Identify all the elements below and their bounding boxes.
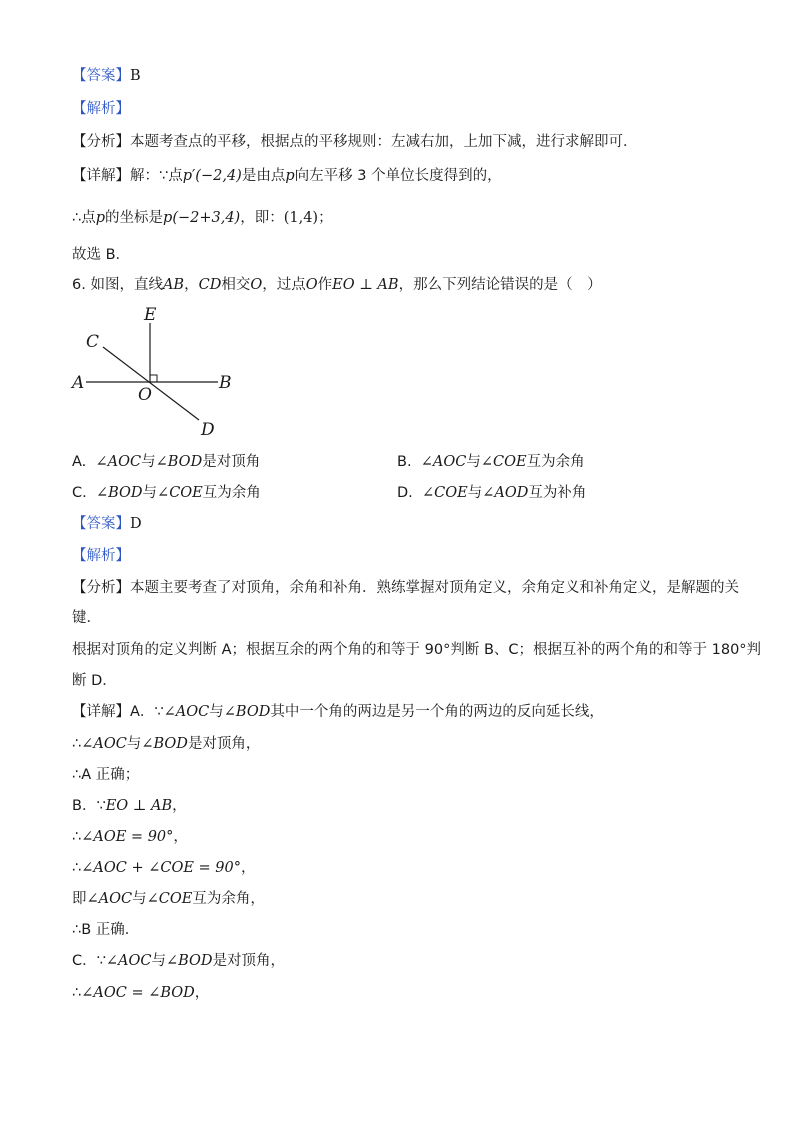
q6-analysis-2: 键． xyxy=(72,610,101,626)
label-b: B xyxy=(219,373,232,393)
line-cd xyxy=(103,347,199,420)
label-o: O xyxy=(138,385,152,405)
q6-detail-line-6: ∴∠AOC + ∠COE = 90°， xyxy=(72,860,256,876)
option-d: D. ∠COE与∠AOD互为补角 xyxy=(397,485,587,501)
label-a: A xyxy=(72,373,85,393)
option-b: B. ∠AOC与∠COE互为余角 xyxy=(397,454,585,470)
q6-answer: 【答案】D xyxy=(72,516,142,532)
q5-choose: 故选 B． xyxy=(72,247,131,263)
q6-detail-line-8: ∴B 正确． xyxy=(72,922,140,938)
q6-detail-line-7: 即∠AOC与∠COE互为余角， xyxy=(72,891,265,907)
answer-tag: 【答案】 xyxy=(72,68,130,84)
q5-answer: 【答案】B xyxy=(72,68,141,84)
q6-detail-line-1: 【详解】A．∵∠AOC与∠BOD其中一个角的两边是另一个角的两边的反向延长线， xyxy=(72,704,604,720)
q6-stem: 6. 如图，直线AB，CD相交O，过点O作EO ⊥ AB，那么下列结论错误的是（ ） xyxy=(72,277,602,293)
q5-detail: 【详解】解：∵点p′(−2,4)是由点p向左平移 3 个单位长度得到的， xyxy=(72,168,502,184)
q6-detail-line-5: ∴∠AOE = 90°， xyxy=(72,829,188,845)
q6-detail-line-9: C．∵∠AOC与∠BOD是对顶角， xyxy=(72,953,286,969)
q6-analysis-tag: 【解析】 xyxy=(72,548,130,564)
q6-analysis-1: 【分析】本题主要考查了对顶角，余角和补角．熟练掌握对顶角定义，余角定义和补角定义，是解题的关 xyxy=(72,580,739,596)
option-c: C. ∠BOD与∠COE互为余角 xyxy=(72,485,261,501)
q6-detail-line-2: ∴∠AOC与∠BOD是对顶角， xyxy=(72,736,261,752)
q5-coordinate: ∴点p的坐标是p(−2+3,4)，即：(1,4)； xyxy=(72,210,333,226)
label-e: E xyxy=(144,305,157,325)
q6-detail-line-3: ∴A 正确； xyxy=(72,767,140,783)
geometry-figure xyxy=(66,300,256,445)
q5-analysis-tag: 【解析】 xyxy=(72,101,130,117)
option-a: A. ∠AOC与∠BOD是对顶角 xyxy=(72,454,261,470)
right-angle-mark xyxy=(150,375,157,382)
label-c: C xyxy=(86,332,100,352)
q6-detail-line-4: B．∵EO ⊥ AB， xyxy=(72,798,187,814)
q5-analysis: 【分析】本题考查点的平移，根据点的平移规则：左减右加，上加下减，进行求解即可． xyxy=(72,134,638,150)
label-d: D xyxy=(201,420,215,440)
q6-detail-line-10: ∴∠AOC = ∠BOD， xyxy=(72,985,210,1001)
q6-judge-2: 断 D． xyxy=(72,673,117,689)
q6-judge-1: 根据对顶角的定义判断 A；根据互余的两个角的和等于 90°判断 B、C；根据互补的两个角的和等于 180°判 xyxy=(72,642,762,658)
